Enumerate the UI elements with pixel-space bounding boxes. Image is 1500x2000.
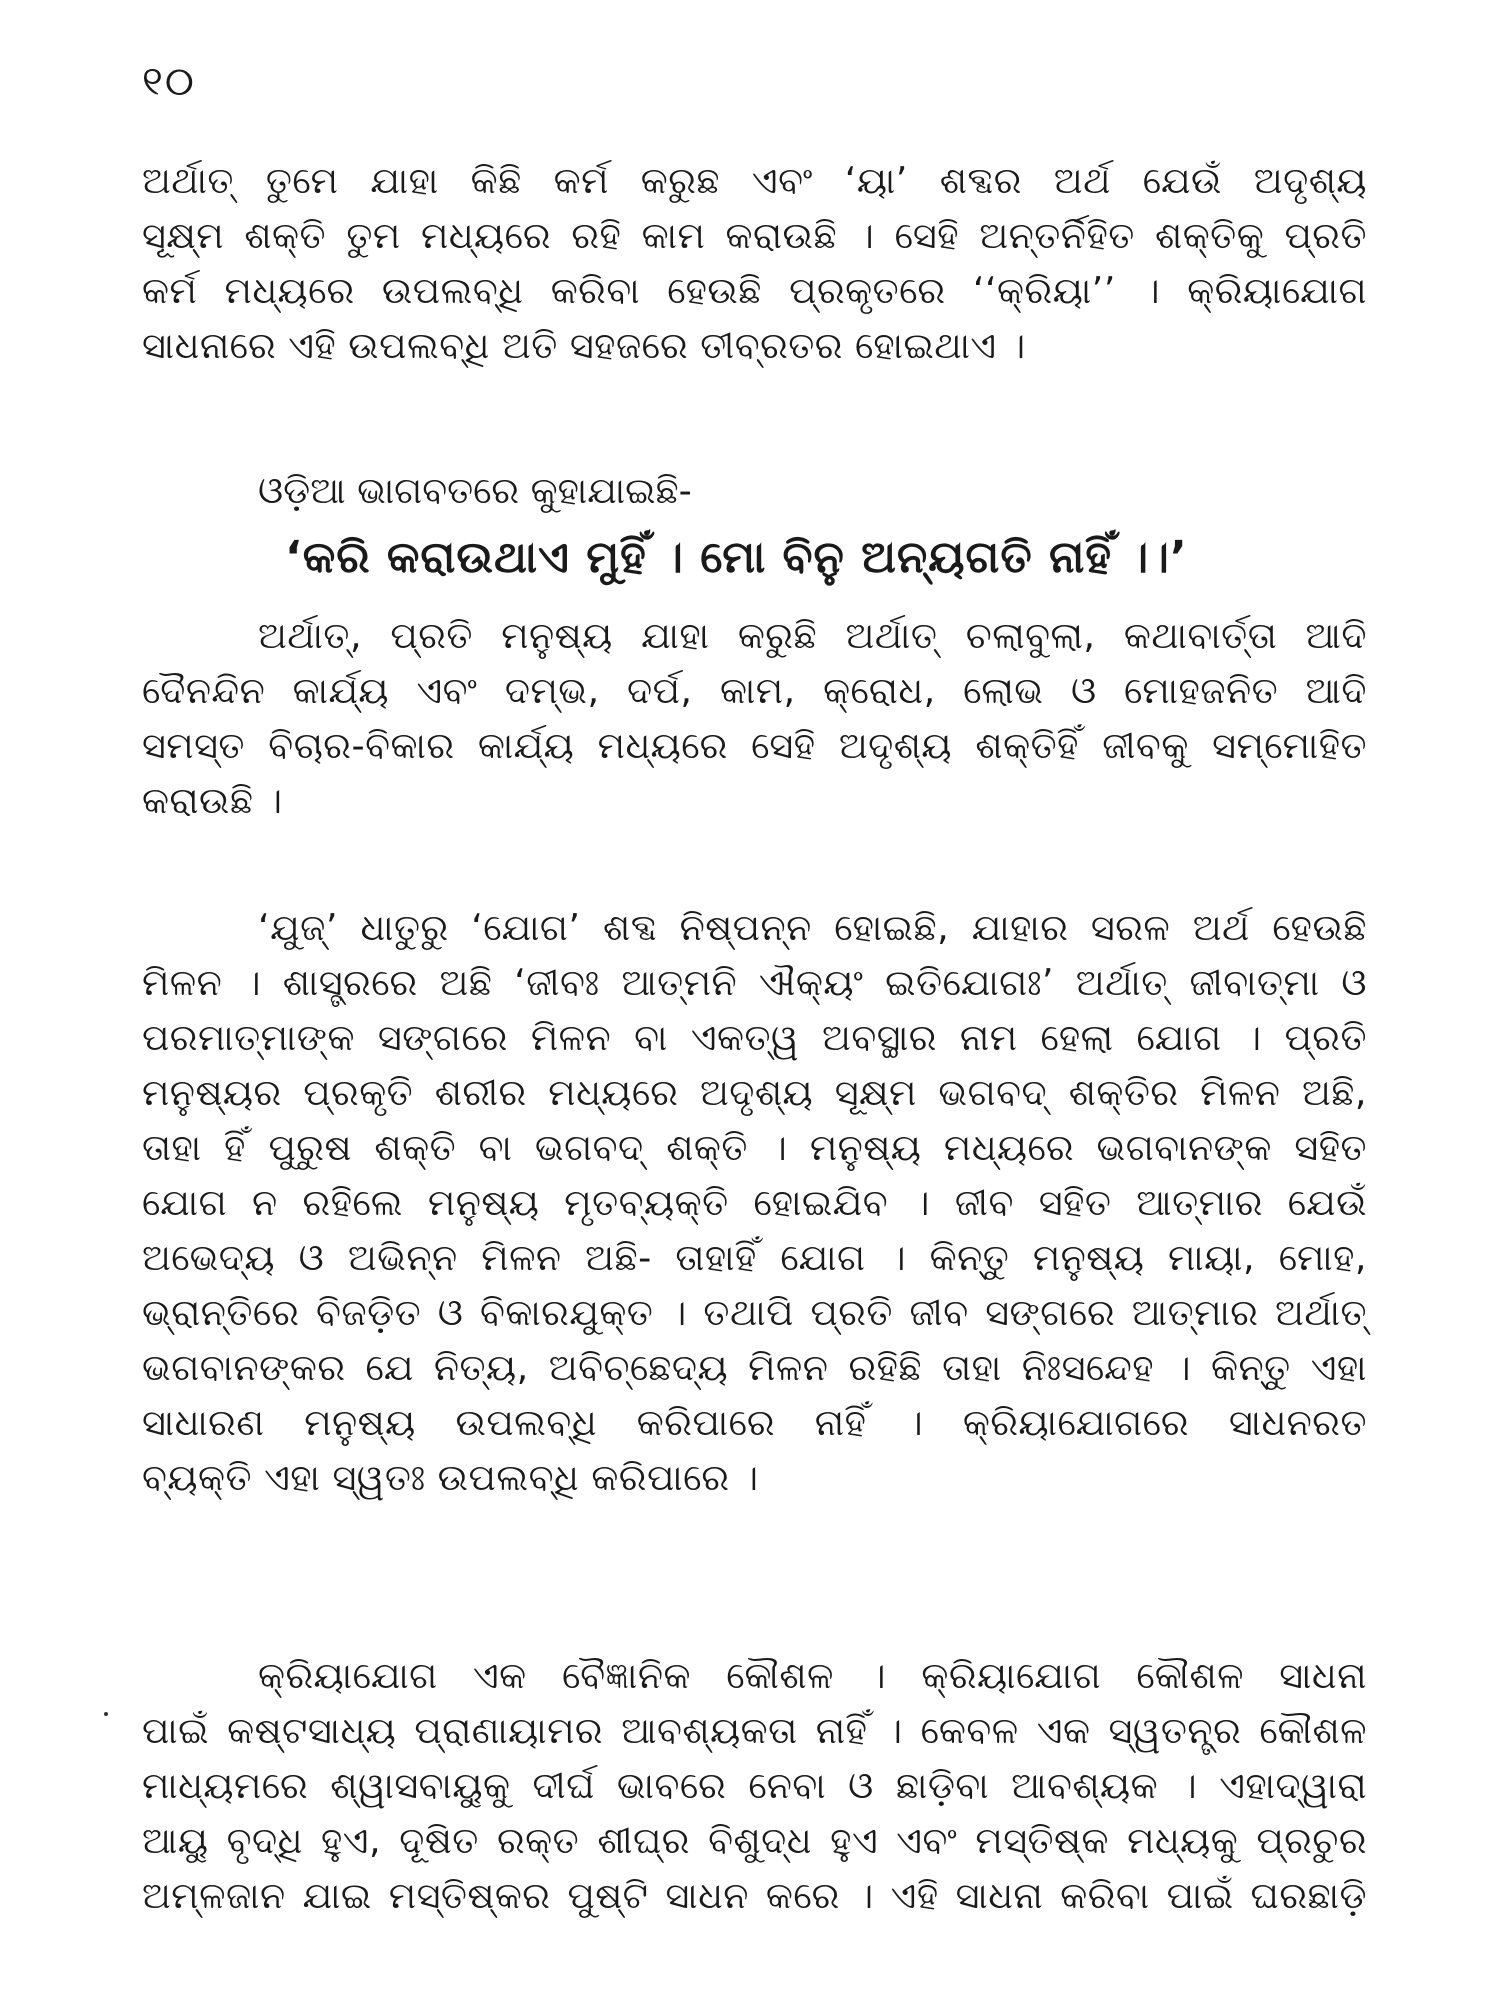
- intro-line: ଓଡ଼ିଆ ଭାଗବତରେ କୁହାଯାଇଛି-: [258, 469, 692, 512]
- paragraph-line: ତାହା ହିଁ ପୁରୁଷ ଶକ୍ତି ବା ଭଗବଦ୍ ଶକ୍ତି । ମନୁଷ୍ୟ ମଧ୍ୟରେ ଭଗବାନଙ୍କ ସହିତ: [142, 1126, 1367, 1169]
- paragraph-line: ସାଧନାରେ ଏହି ଉପଲବ୍ଧି ଅତି ସହଜରେ ତୀବ୍ରତର ହୋଇଥାଏ ।: [142, 324, 1026, 367]
- paragraph-line: କରାଉଛି ।: [142, 779, 283, 822]
- paragraph-line: ମାଧ୍ୟମରେ ଶ୍ୱାସବାୟୁକୁ ଦୀର୍ଘ ଭାବରେ ନେବା ଓ ଛାଡ଼ିବା ଆବଶ୍ୟକ । ଏହାଦ୍ୱାରା: [142, 1764, 1367, 1807]
- verse-quote: ‘କରି କରାଉଥାଏ ମୁହିଁ । ମୋ ବିନୁ ଅନ୍ୟଗତି ନାହିଁ ।।’: [285, 532, 1188, 583]
- paragraph-line: ସମସ୍ତ ବିଚାର-ବିକାର କାର୍ଯ୍ୟ ମଧ୍ୟରେ ସେହି ଅଦୃଶ୍ୟ ଶକ୍ତିହିଁ ଜୀବକୁ ସମ୍ମୋହିତ: [142, 724, 1367, 767]
- stray-mark: [104, 1712, 108, 1716]
- paragraph-line: କର୍ମ ମଧ୍ୟରେ ଉପଲବ୍ଧି କରିବା ହେଉଛି ପ୍ରକୃତରେ ‘‘କ୍ରିୟା’’ । କ୍ରିୟାଯୋଗ: [142, 269, 1367, 312]
- page-number: ୧୦: [142, 59, 196, 105]
- paragraph-line: ପାଇଁ କଷ୍ଟସାଧ୍ୟ ପ୍ରାଣାୟାମର ଆବଶ୍ୟକତା ନାହିଁ । କେବଳ ଏକ ସ୍ୱତନ୍ତ୍ର କୌଶଳ: [142, 1709, 1367, 1752]
- paragraph-line: ବ୍ୟକ୍ତି ଏହା ସ୍ୱତଃ ଉପଲବ୍ଧି କରିପାରେ ।: [142, 1456, 759, 1499]
- paragraph-2: [142, 608, 1367, 828]
- paragraph-line: ଭ୍ରାନ୍ତିରେ ବିଜଡ଼ିତ ଓ ବିକାରଯୁକ୍ତ । ତଥାପି ପ୍ରତି ଜୀବ ସଙ୍ଗରେ ଆତ୍ମାର ଅର୍ଥାତ୍: [142, 1291, 1367, 1334]
- paragraph-line: ଭଗବାନଙ୍କର ଯେ ନିତ୍ୟ, ଅବିଚ୍ଛେଦ୍ୟ ମିଳନ ରହିଛି ତାହା ନିଃସନ୍ଦେହ । କିନ୍ତୁ ଏହା: [142, 1346, 1367, 1389]
- paragraph-line: ମିଳନ । ଶାସ୍ତ୍ରରେ ଅଛି ‘ଜୀବଃ ଆତ୍ମନି ଐକ୍ୟଂ ଇତିଯୋଗଃ’ ଅର୍ଥାତ୍ ଜୀବାତ୍ମା ଓ: [142, 961, 1367, 1004]
- paragraph-line: ଅର୍ଥାତ୍ ତୁମେ ଯାହା କିଛି କର୍ମ କରୁଛ ଏବଂ ‘ୟା’ ଶବ୍ଦର ଅର୍ଥ ଯେଉଁ ଅଦୃଶ୍ୟ: [142, 159, 1367, 202]
- paragraph-line: ମନୁଷ୍ୟର ପ୍ରକୃତି ଶରୀର ମଧ୍ୟରେ ଅଦୃଶ୍ୟ ସୂକ୍ଷ୍ମ ଭଗବଦ୍ ଶକ୍ତିର ମିଳନ ଅଛି,: [142, 1071, 1367, 1114]
- paragraph-line: ପରମାତ୍ମାଙ୍କ ସଙ୍ଗରେ ମିଳନ ବା ଏକତ୍ୱ ଅବସ୍ଥାର ନାମ ହେଲା ଯୋଗ । ପ୍ରତି: [142, 1016, 1367, 1059]
- paragraph-4: [142, 1648, 1367, 1923]
- paragraph-line: ଯୋଗ ନ ରହିଲେ ମନୁଷ୍ୟ ମୃତବ୍ୟକ୍ତି ହୋଇଯିବ । ଜୀବ ସହିତ ଆତ୍ମାର ଯେଉଁ: [142, 1181, 1367, 1224]
- paragraph-line: ଅମ୍ଳଜାନ ଯାଇ ମସ୍ତିଷ୍କର ପୁଷ୍ଟି ସାଧନ କରେ । ଏହି ସାଧନା କରିବା ପାଇଁ ଘରଛାଡ଼ି: [142, 1874, 1367, 1917]
- paragraph-3: [142, 900, 1367, 1505]
- paragraph-line: ସାଧାରଣ ମନୁଷ୍ୟ ଉପଲବ୍ଧି କରିପାରେ ନାହିଁ । କ୍ରିୟାଯୋଗରେ ସାଧନରତ: [142, 1401, 1367, 1444]
- paragraph-line: ଆୟୁ ବୃଦ୍ଧି ହୁଏ, ଦୂଷିତ ରକ୍ତ ଶୀଘ୍ର ବିଶୁଦ୍ଧ ହୁଏ ଏବଂ ମସ୍ତିଷ୍କ ମଧ୍ୟକୁ ପ୍ରଚୁର: [142, 1819, 1367, 1862]
- paragraph-line: ସୂକ୍ଷ୍ମ ଶକ୍ତି ତୁମ ମଧ୍ୟରେ ରହି କାମ କରାଉଛି । ସେହି ଅନ୍ତର୍ନିହିତ ଶକ୍ତିକୁ ପ୍ରତି: [142, 214, 1367, 257]
- paragraph-line: ଅର୍ଥାତ୍, ପ୍ରତି ମନୁଷ୍ୟ ଯାହା କରୁଛି ଅର୍ଥାତ୍ ଚଲାବୁଲା, କଥାବାର୍ତ୍ତା ଆଦି: [258, 614, 1367, 657]
- paragraph-line: କ୍ରିୟାଯୋଗ ଏକ ବୈଜ୍ଞାନିକ କୌଶଳ । କ୍ରିୟାଯୋଗ କୌଶଳ ସାଧନା: [258, 1654, 1367, 1697]
- paragraph-line: ଦୈନନ୍ଦିନ କାର୍ଯ୍ୟ ଏବଂ ଦମ୍ଭ, ଦର୍ପ, କାମ, କ୍ରୋଧ, ଲୋଭ ଓ ମୋହଜନିତ ଆଦି: [142, 669, 1367, 712]
- paragraph-line: ଅଭେଦ୍ୟ ଓ ଅଭିନ୍ନ ମିଳନ ଅଛି- ତାହାହିଁ ଯୋଗ । କିନ୍ତୁ ମନୁଷ୍ୟ ମାୟା, ମୋହ,: [142, 1236, 1367, 1279]
- paragraph-line: ‘ଯୁଜ୍’ ଧାତୁରୁ ‘ଯୋଗ’ ଶବ୍ଦ ନିଷ୍ପନ୍ନ ହୋଇଛି, ଯାହାର ସରଳ ଅର୍ଥ ହେଉଛି: [258, 906, 1367, 949]
- paragraph-1: [142, 153, 1367, 373]
